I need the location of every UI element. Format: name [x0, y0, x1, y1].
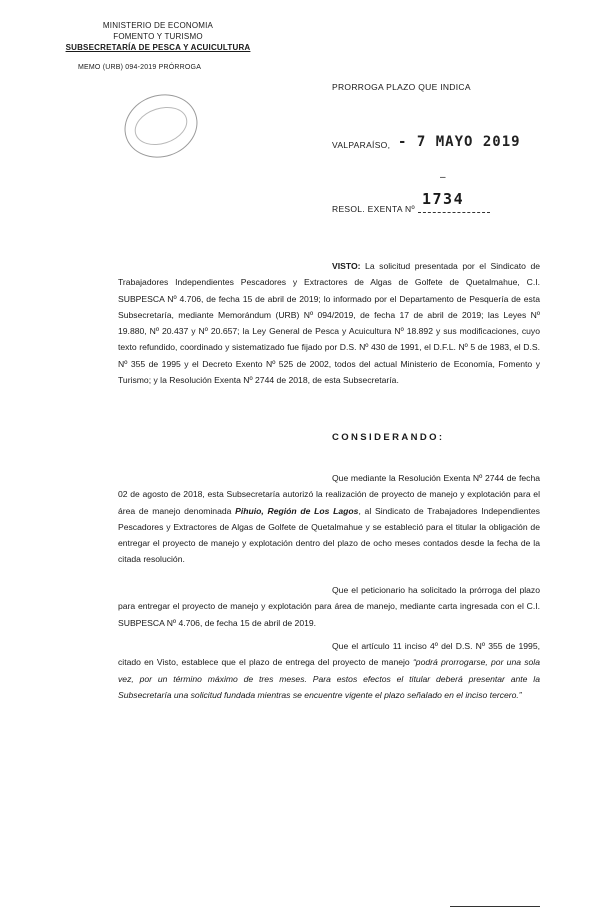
paragraph-3-text-a: Que el artículo 11 inciso 4º del D.S. Nº 355 de 1995, citado en Visto, establece que el plazo de entrega del proyecto de manejo	[118, 641, 540, 668]
considerando-paragraph-1	[118, 470, 540, 568]
area-name: Pihuio, Región de Los Lagos	[235, 505, 359, 516]
visto-lead: VISTO:	[332, 261, 361, 271]
paragraph-2-text: Que el peticionario ha solicitado la prórroga del plazo para entregar el proyecto de manejo y explotación para área de manejo, mediante carta ingresada con el C.I. SUBPESCA Nº 4.706, de fecha 15 de abril de 2019.	[118, 585, 540, 628]
date-stamp: - 7 MAYO 2019	[398, 134, 521, 150]
footer-rule	[450, 906, 540, 907]
ministry-line-1: MINISTERIO DE ECONOMIA	[102, 21, 214, 30]
resolution-label: RESOL. EXENTA Nº	[332, 204, 415, 214]
resolution-number: 1734	[422, 190, 465, 208]
place-label: VALPARAÍSO,	[332, 140, 391, 150]
visto-text: La solicitud presentada por el Sindicato de Trabajadores Independientes Pescadores y Extractores de Algas de Golfete de Quetalmahue, C.I. SUBPESCA Nº 4.706, de fecha 15 de abril de 2019; lo informado por el Departamento de Pesquería de esta Subsecretaría, mediante Memorándum (URB) Nº 094/2019, de fecha 17 de abril de 2019; las Leyes Nº 19.880, Nº 20.437 y Nº 20.657; la Ley General de Pesca y Acuicultura Nº 18.892 y sus modificaciones, cuyo texto refundido, coordinado y sistematizado fue fijado por D.S. Nº 430 de 1991, el D.F.L. Nº 5 de 1983, el D.S. Nº 355 de 1995 y el Decreto Exento Nº 525 de 2002, todos del actual Ministerio de Economía, Fomento y Turismo; y la Resolución Exenta Nº 2744 de 2018, de esta Subsecretaría.	[118, 261, 540, 386]
resolution-number-line	[418, 212, 490, 213]
considerando-heading: CONSIDERANDO:	[332, 432, 445, 443]
paragraph-1-text-a: Que mediante la Resolución Exenta Nº 2744 de fecha 02 de agosto de 2018, esta Subsecretaría autorizó la realización de proyecto de manejo y explotación para el área de manejo denominada	[118, 473, 540, 516]
document-subject: PRORROGA PLAZO QUE INDICA	[332, 82, 471, 92]
considerando-paragraph-3	[118, 638, 540, 703]
considerando-paragraph-2	[118, 582, 540, 631]
ministry-header	[58, 20, 258, 53]
paragraph-1-text-b: , al Sindicato de Trabajadores Independientes Pescadores y Extractores de Algas de Golfete de Quetalmahue y se estableció para el titular la obligación de entregar el proyecto de manejo y explotación dentro del plazo de ocho meses contados desde la fecha de la citada resolución.	[118, 505, 540, 565]
memo-reference: MEMO (URB) 094-2019 PRÓRROGA	[78, 64, 202, 71]
visto-paragraph	[118, 258, 540, 388]
paragraph-3-quote: “podrá prorrogarse, por una sola vez, por un término máximo de tres meses. Para estos efectos el titular deberá presentar ante la Subsecretaría una solicitud fundada mientras se encuentre vigente el plazo señalado en el inciso tercero.”	[118, 657, 540, 700]
subsecretaria-line: SUBSECRETARÍA DE PESCA Y ACUICULTURA	[65, 43, 251, 52]
ministry-line-2: FOMENTO Y TURISMO	[113, 32, 203, 41]
dash-mark: –	[440, 172, 446, 183]
